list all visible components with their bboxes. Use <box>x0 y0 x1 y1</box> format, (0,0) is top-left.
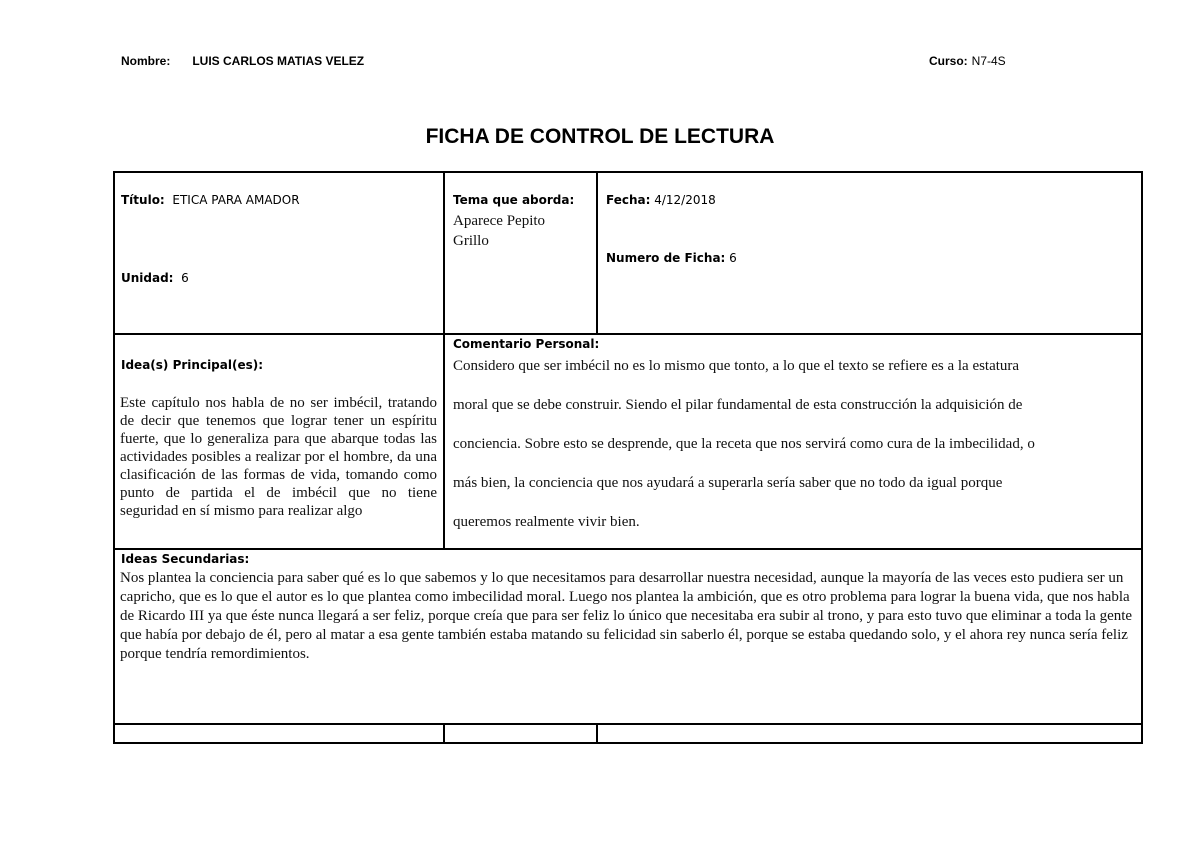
table-border-left <box>113 171 115 744</box>
ficha-field <box>606 251 737 265</box>
tema-label <box>453 193 574 207</box>
idea-principal-label <box>121 358 263 372</box>
table-divider-row1 <box>113 333 1143 335</box>
curso-value: N7-4S <box>971 54 1006 68</box>
tema-value: Aparece Pepito Grillo <box>453 213 546 249</box>
tema-label-text: Tema que aborda: <box>453 193 575 207</box>
ideas-secundarias-text: Nos plantea la conciencia para saber qué es lo que sabemos y lo que necesitamos para desarrollar nuestra necesidad, aunque la mayoría de las veces esto pudiera ser un capricho, que es lo que el autor es lo que plantea como imbecilidad moral. Luego nos plantea la ambición, que es otro problema para lograr la buena vida, que nos habla de Ricardo III ya que éste nunca llegará a ser feliz, porque creía que para ser feliz lo único que necesitaba era subir al trono, y para esto tuvo que eliminar a toda la gente que había por debajo de él, pero al matar a esa gente también estaba matando su felicidad sin saberlo él, porque se estaba quedando solo, y el ahora rey nunca sería feliz porque tendría remordimientos. <box>120 570 1133 662</box>
table-border-right <box>1141 171 1143 744</box>
table-divider-col1-last <box>443 723 445 743</box>
comentario-line: Considero que ser imbécil no es lo mismo que tonto, a lo que el texto se refiere es a la estatura <box>453 358 1020 374</box>
fecha-field <box>606 193 716 207</box>
unidad-value: 6 <box>181 271 189 285</box>
nombre-label: Nombre: <box>121 54 171 68</box>
titulo-value: ETICA PARA AMADOR <box>172 193 300 207</box>
comentario-line: queremos realmente vivir bien. <box>453 514 640 530</box>
comentario-line: moral que se debe construir. Siendo el pilar fundamental de esta construcción la adquisición de <box>453 397 1023 413</box>
table-border-top <box>113 171 1143 173</box>
student-name <box>121 54 364 68</box>
comentario-label-text: Comentario Personal: <box>453 337 600 351</box>
titulo-field <box>121 193 300 207</box>
comentario-line: más bien, la conciencia que nos ayudará a superarla sería saber que no todo da igual porque <box>453 475 1003 491</box>
ideas-secundarias-label-text: Ideas Secundarias: <box>121 552 250 566</box>
ideas-secundarias-label <box>121 552 249 566</box>
nombre-value: LUIS CARLOS MATIAS VELEZ <box>192 54 365 68</box>
page-title: FICHA DE CONTROL DE LECTURA <box>425 125 775 148</box>
table-divider-col2 <box>596 171 598 334</box>
course <box>929 54 1006 68</box>
fecha-value: 4/12/2018 <box>654 193 716 207</box>
unidad-label: Unidad: <box>121 271 174 285</box>
unidad-field <box>121 271 189 285</box>
titulo-label: Título: <box>121 193 165 207</box>
table-divider-col2-last <box>596 723 598 743</box>
curso-label: Curso: <box>929 54 968 68</box>
idea-principal-label-text: Idea(s) Principal(es): <box>121 358 264 372</box>
ficha-label: Numero de Ficha: <box>606 251 726 265</box>
fecha-label: Fecha: <box>606 193 651 207</box>
table-border-bottom <box>113 742 1143 744</box>
table-divider-row3 <box>113 723 1143 725</box>
comentario-label <box>453 337 599 351</box>
table-divider-col1 <box>443 171 445 548</box>
ficha-value: 6 <box>729 251 737 265</box>
comentario-text <box>453 358 1133 553</box>
comentario-line: conciencia. Sobre esto se desprende, que la receta que nos servirá como cura de la imbecilidad, o <box>453 436 1035 452</box>
idea-principal-text: Este capítulo nos habla de no ser imbécil, tratando de decir que tenemos que lograr tener un espíritu fuerte, que lo generaliza para que abarque todas las actividades posibles a realizar por el hombre, da una clasificación de las formas de vida, tomando como punto de partida el de imbécil que no tiene seguridad en sí mismo para realizar algo <box>120 395 437 519</box>
